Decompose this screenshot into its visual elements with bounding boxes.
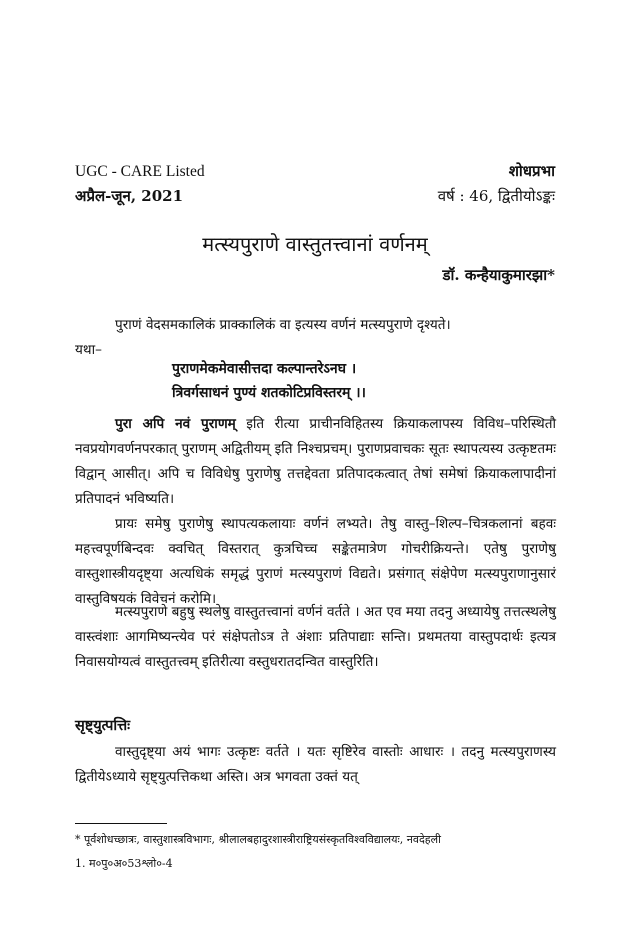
section-paragraph [75,740,556,790]
verse-line-2: त्रिवर्गसाधनं पुण्यं शतकोटिप्रविस्तरम् ।। [172,385,366,401]
paper-author: डॉ. कन्हैयाकुमारझा* [442,266,555,284]
footnote-reference: 1. म०पु०अ०53श्लो०-4 [75,857,173,870]
paragraph-2 [75,412,556,512]
paragraph-4-text: मत्स्यपुराणे बहुषु स्थलेषु वास्तुतत्त्वानां वर्णनं वर्तते । अत एव मया तदनु अध्यायेषु तत्तत्स्थलेषु वास्त्वंशाः आगमिष्यन्त्येव परं संक्षेपतोऽत्र ते अंशाः प्रतिपाद्याः सन्ति। प्रथमतया वास्तुपदार्थः इत्यत्र निवासयोग्यत्वं वास्तुतत्त्वम् इतिरीत्या वस्तुधरातदन्वित वास्तुरिति। [75,604,556,670]
verse-line-1: पुराणमेकमेवासीत्तदा कल्पान्तरेऽनघ । [172,361,357,377]
paragraph-3 [75,512,556,612]
issue-volume: वर्ष : 46, द्वितीयोऽङ्कः [437,187,555,205]
footnote-affiliation: * पूर्वशोधच्छात्रः, वास्तुशास्त्रविभागः, श्रीलालबहादुरशास्त्रीराष्ट्रियसंस्कृतविश्वविद्यालयः, नवदेहली [75,833,441,846]
paragraph-4 [75,600,556,675]
paper-title: मत्स्यपुराणे वास्तुतत्त्वानां वर्णनम् [202,232,428,256]
paragraph-2-text: इति रीत्या प्राचीनविहितस्य क्रियाकलापस्य विविध–परिस्थितौ नवप्रयोगवर्णनपरकात् पुराणम् अद्वितीयम् इति निश्चप्रचम्। पुराणप्रवाचकः सूतः स्थापत्यस्य उत्कृष्टतमः विद्वान् आसीत्। अपि च विविधेषु पुराणेषु तत्तद्देवता प्रतिपादकत्वात् तेषां समेषां क्रियाकलापादीनां प्रतिपादनं भविष्यति। [75,416,556,507]
issue-date: अप्रैल-जून, 2021 [75,187,184,205]
section-text: वास्तुदृष्ट्या अयं भागः उत्कृष्टः वर्तते । यतः सृष्टिरेव वास्तोः आधारः । तदनु मत्स्यपुराणस्य द्वितीयेऽध्याये सृष्ट्युत्पत्तिकथा अस्ति। अत्र भगवता उक्तं यत् [75,744,556,785]
intro-yatha: यथा– [75,342,102,358]
verse-quote [172,357,366,405]
paragraph-intro [75,313,556,363]
section-heading: सृष्ट्युत्पत्तिः [75,717,131,734]
journal-name: शोधप्रभा [508,162,555,180]
paragraph-3-text: प्रायः समेषु पुराणेषु स्थापत्यकलायाः वर्णनं लभ्यते। तेषु वास्तु–शिल्प–चित्रकलानां बहवः महत्त्वपूर्णबिन्दवः क्वचित् विस्तरात् कुत्रचिच्च सङ्केतमात्रेण गोचरीक्रियन्ते। एतेषु पुराणेषु वास्तुशास्त्रीयदृष्ट्या अत्यधिकं समृद्धं पुराणं मत्स्यपुराणं विद्यते। प्रसंगात् संक्षेपेण मत्स्यपुराणानुसारं वास्तुविषयकं विवेचनं करोमि। [75,516,556,607]
intro-line: पुराणं वेदसमकालिकं प्राक्कालिकं वा इत्यस्य वर्णनं मत्स्यपुराणे दृश्यते। [115,317,451,333]
footnote-divider [75,823,167,824]
paragraph-2-lead: पुरा अपि नवं पुराणम् [115,416,236,432]
ugc-care-listing: UGC - CARE Listed [75,163,205,180]
